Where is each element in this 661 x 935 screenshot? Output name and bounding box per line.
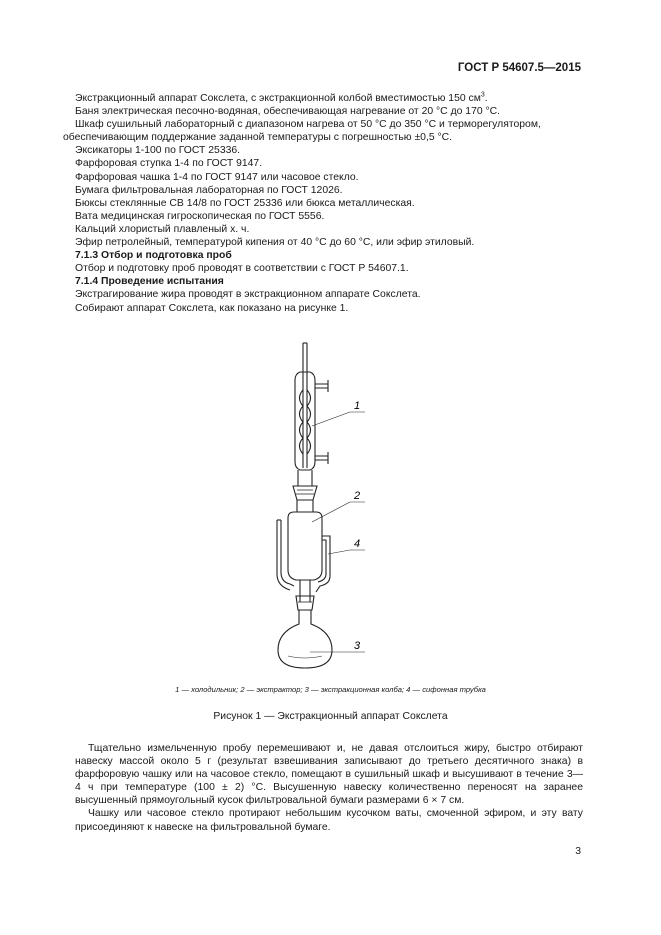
paragraph: Фарфоровая ступка 1-4 по ГОСТ 9147. xyxy=(75,158,263,170)
paragraph: Бюксы стеклянные СВ 14/8 по ГОСТ 25336 или бюкса металлическая. xyxy=(75,197,415,209)
extraction-flask xyxy=(278,610,332,668)
ground-joint xyxy=(293,486,317,500)
condenser-jacket xyxy=(295,372,315,470)
paragraph: Отбор и подготовку проб проводят в соответствии с ГОСТ Р 54607.1. xyxy=(75,263,409,275)
paragraph: Кальций хлористый плавленый х. ч. xyxy=(75,223,250,235)
paragraph: Баня электрическая песочно-водяная, обеспечивающая нагревание от 20 °С до 170 °С. xyxy=(75,106,501,118)
paragraph: Эфир петролейный, температурой кипения от 40 °С до 60 °С, или эфир этиловый. xyxy=(75,237,475,249)
figure-label: 2 xyxy=(354,490,361,502)
figure-title: Рисунок 1 — Экстракционный аппарат Сокслета xyxy=(213,711,448,722)
vapor-tube xyxy=(277,520,294,590)
figure-label: 1 xyxy=(354,400,361,412)
water-outlet xyxy=(315,380,328,392)
paragraph: Эксикаторы 1-100 по ГОСТ 25336. xyxy=(75,145,241,157)
paragraph: обеспечивающим поддержание заданной температуры с погрешностью ±0,5 °С. xyxy=(63,132,453,144)
section-heading: 7.1.3 Отбор и подготовка проб xyxy=(75,250,232,262)
bottom-text-block xyxy=(75,742,583,834)
paragraph: Экстрагирование жира проводят в экстракционном аппарате Сокслета. xyxy=(75,289,421,301)
paragraph: Тщательно измельченную пробу перемешивают и, не давая отслоиться жиру, быстро отбирают навеску массой около 5 г (результат взвешивания записывают до третьего десятичного знака) в фарфоровую чашку или на часовое стекло, помещают в сушильный шкаф и высушивают в течение 3—4 ч при температуре (100 ± 2) °С. Высушенную навеску количественно переносят на заранее высушенный прямоугольный кусок фильтровальной бумаги размерами 6 × 7 см. xyxy=(75,743,583,807)
figure-legend: 1 — холодильник; 2 — экстрактор; 3 — экстракционная колба; 4 — сифонная трубка xyxy=(175,685,486,694)
page-number: 3 xyxy=(575,846,581,857)
siphon-tube xyxy=(316,536,330,592)
condenser-tube xyxy=(303,343,307,468)
soxhlet-apparatus-figure xyxy=(250,340,390,670)
paragraph: Экстракционный аппарат Сокслета, с экстракционной колбой вместимостью 150 $см^3$. xyxy=(75,91,488,104)
figure-label: 3 xyxy=(354,640,361,652)
top-text-block xyxy=(63,91,583,315)
paragraph: Собирают аппарат Сокслета, как показано на рисунке 1. xyxy=(75,302,349,314)
figure-label: 4 xyxy=(354,538,361,550)
section-heading: 7.1.4 Проведение испытания xyxy=(75,276,224,288)
paragraph: Вата медицинская гигроскопическая по ГОСТ 5556. xyxy=(75,210,325,222)
document-header: ГОСТ Р 54607.5—2015 xyxy=(457,62,581,74)
paragraph: Шкаф сушильный лабораторный с диапазоном нагрева от 50 °С до 350 °С и терморегулятором, xyxy=(75,119,541,131)
water-inlet xyxy=(315,452,328,464)
paragraph: Фарфоровая чашка 1-4 по ГОСТ 9147 или часовое стекло. xyxy=(75,171,359,183)
paragraph: Чашку или часовое стекло протирают небольшим кусочком ваты, смоченной эфиром, и эту вату присоединяют к навеске на фильтровальной бумаге. xyxy=(75,808,583,833)
extractor-body xyxy=(288,512,322,580)
paragraph: Бумага фильтровальная лабораторная по ГОСТ 12026. xyxy=(75,184,343,196)
